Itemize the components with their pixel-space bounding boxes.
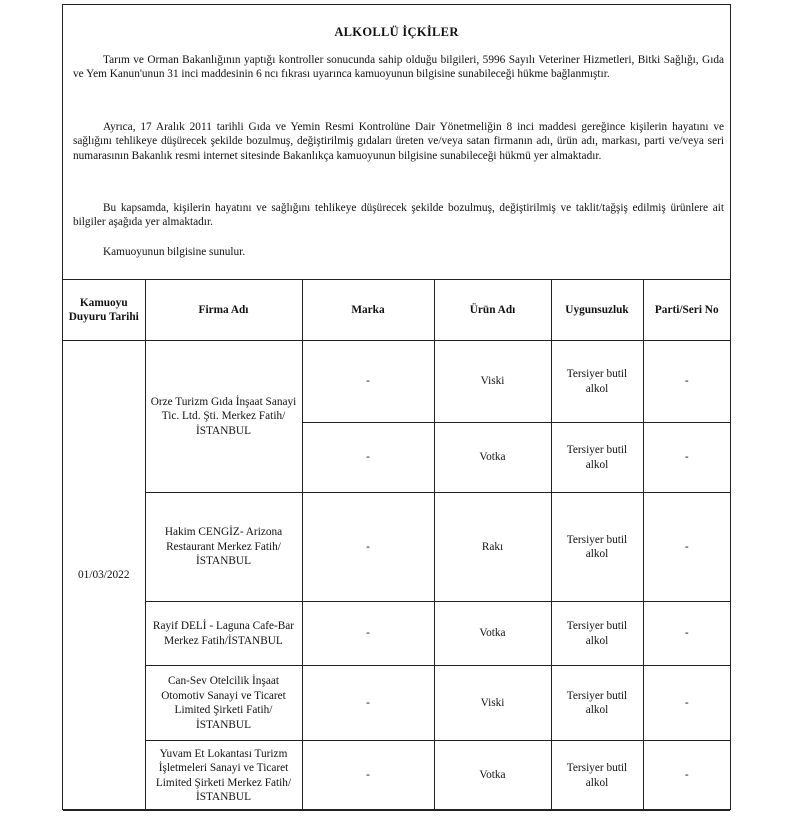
header-date: Kamuoyu Duyuru Tarihi	[63, 280, 145, 341]
header-lot: Parti/Seri No	[643, 280, 730, 341]
nonconformity-cell: Tersiyer butil alkol	[551, 341, 643, 423]
header-nonconformity: Uygunsuzluk	[551, 280, 643, 341]
product-cell: Votka	[434, 423, 551, 493]
nonconformity-cell: Tersiyer butil alkol	[551, 493, 643, 602]
brand-cell: -	[302, 741, 434, 811]
lot-cell: -	[643, 666, 730, 741]
table-row	[63, 341, 730, 423]
brand-cell: -	[302, 666, 434, 741]
lot-cell: -	[643, 341, 730, 423]
lot-cell: -	[643, 423, 730, 493]
nonconformity-cell: Tersiyer butil alkol	[551, 423, 643, 493]
firm-cell: Yuvam Et Lokantası Turizm İşletmeleri Sanayi ve Ticaret Limited Şirketi Merkez Fatih/İSTANBUL	[145, 741, 302, 811]
lot-cell: -	[643, 741, 730, 811]
announcement-date-cell: 01/03/2022	[63, 341, 145, 811]
product-cell: Votka	[434, 741, 551, 811]
product-cell: Viski	[434, 666, 551, 741]
brand-cell: -	[302, 423, 434, 493]
table-row	[63, 602, 730, 666]
brand-cell: -	[302, 602, 434, 666]
lot-cell: -	[643, 493, 730, 602]
table-row	[63, 493, 730, 602]
document-page	[62, 4, 731, 810]
table-header-row	[63, 280, 730, 341]
nonconformity-cell: Tersiyer butil alkol	[551, 602, 643, 666]
nonconformity-cell: Tersiyer butil alkol	[551, 741, 643, 811]
product-cell: Votka	[434, 602, 551, 666]
firm-cell: Orze Turizm Gıda İnşaat Sanayi Tic. Ltd. Şti. Merkez Fatih/İSTANBUL	[145, 341, 302, 493]
recall-table	[63, 279, 730, 811]
brand-cell: -	[302, 493, 434, 602]
brand-cell: -	[302, 341, 434, 423]
paragraph-3: Bu kapsamda, kişilerin hayatını ve sağlığını tehlikeye düşürecek şekilde bozulmuş, değiştirilmiş ve taklit/tağşiş edilmiş ürünlere ait bilgiler aşağıda yer almaktadır.	[73, 202, 724, 229]
firm-cell: Rayif DELİ - Laguna Cafe-Bar Merkez Fatih/İSTANBUL	[145, 602, 302, 666]
nonconformity-cell: Tersiyer butil alkol	[551, 666, 643, 741]
header-brand: Marka	[302, 280, 434, 341]
header-product: Ürün Adı	[434, 280, 551, 341]
document-title: ALKOLLÜ İÇKİLER	[334, 25, 459, 39]
intro-section	[63, 5, 730, 279]
table-row	[63, 741, 730, 811]
header-firm: Firma Adı	[145, 280, 302, 341]
paragraph-1: Tarım ve Orman Bakanlığının yaptığı kontroller sonucunda sahip olduğu bilgileri, 5996 Sayılı Veteriner Hizmetleri, Bitki Sağlığı, Gıda ve Yem Kanun'unun 31 inci maddesinin 6 ncı fıkrası uyarınca kamuoyunun bilgisine sunabileceği hükme bağlanmıştır.	[73, 54, 724, 81]
product-cell: Rakı	[434, 493, 551, 602]
firm-cell: Hakim CENGİZ- Arizona Restaurant Merkez Fatih/İSTANBUL	[145, 493, 302, 602]
lot-cell: -	[643, 602, 730, 666]
product-cell: Viski	[434, 341, 551, 423]
paragraph-4: Kamuoyunun bilgisine sunulur.	[103, 246, 246, 258]
firm-cell: Can-Sev Otelcilik İnşaat Otomotiv Sanayi ve Ticaret Limited Şirketi Fatih/İSTANBUL	[145, 666, 302, 741]
table-row	[63, 666, 730, 741]
paragraph-2: Ayrıca, 17 Aralık 2011 tarihli Gıda ve Yemin Resmi Kontrolüne Dair Yönetmeliğin 8 inci maddesi gereğince kişilerin hayatını ve sağlığını tehlikeye düşürecek şekilde bozulmuş, değiştirilmiş gıdaları üreten ve/veya satan firmanın adı, ürün adı, markası, parti ve/veya seri numarasının Bakanlık resmi internet sitesinde Bakanlıkça kamuoyunun bilgisine sunabileceği hükmü yer almaktadır.	[73, 121, 724, 162]
